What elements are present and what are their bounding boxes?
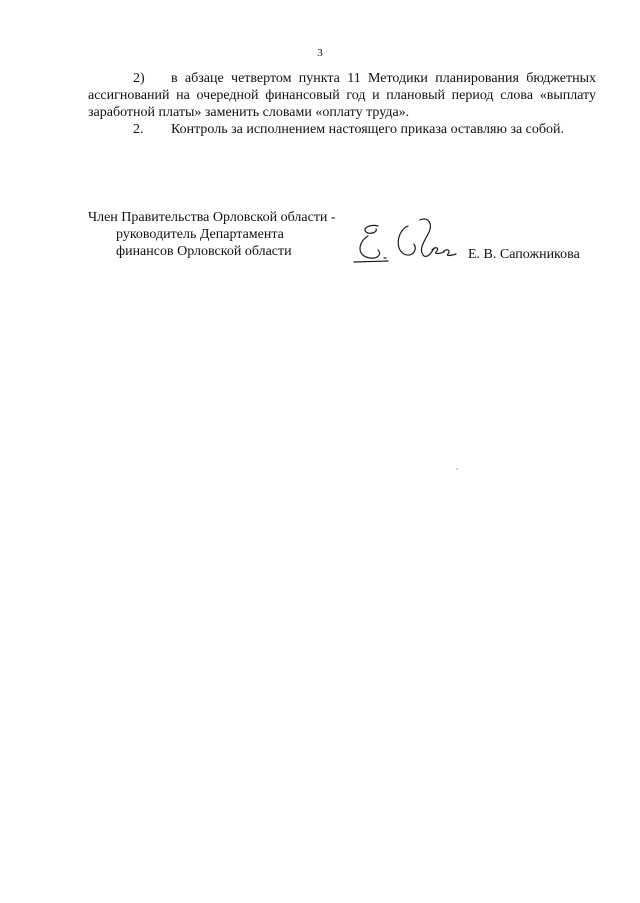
paragraph-number: 2) [133, 71, 145, 86]
paragraph-text: Контроль за исполнением настоящего приказа оставляю за собой. [171, 122, 565, 137]
handwritten-signature [348, 212, 460, 270]
signer-position-line-1: Член Правительства Орловской области - [88, 210, 336, 225]
scan-artifact [456, 468, 458, 470]
paragraph-amendment [88, 70, 596, 121]
signer-name: Е. В. Сапожникова [468, 247, 580, 262]
paragraph-text: в абзаце четвертом пункта 11 Методики планирования бюджетных ассигнований на очередной финансовый год и плановый период слова «выплату заработной платы» заменить словами «оплату труда». [88, 71, 596, 120]
document-body [88, 70, 596, 138]
signer-position-line-3: финансов Орловской области [116, 244, 292, 259]
paragraph-control [88, 121, 596, 138]
signer-position-line-2: руководитель Департамента [116, 227, 284, 242]
page-number: 3 [317, 47, 323, 59]
paragraph-number: 2. [133, 122, 144, 137]
